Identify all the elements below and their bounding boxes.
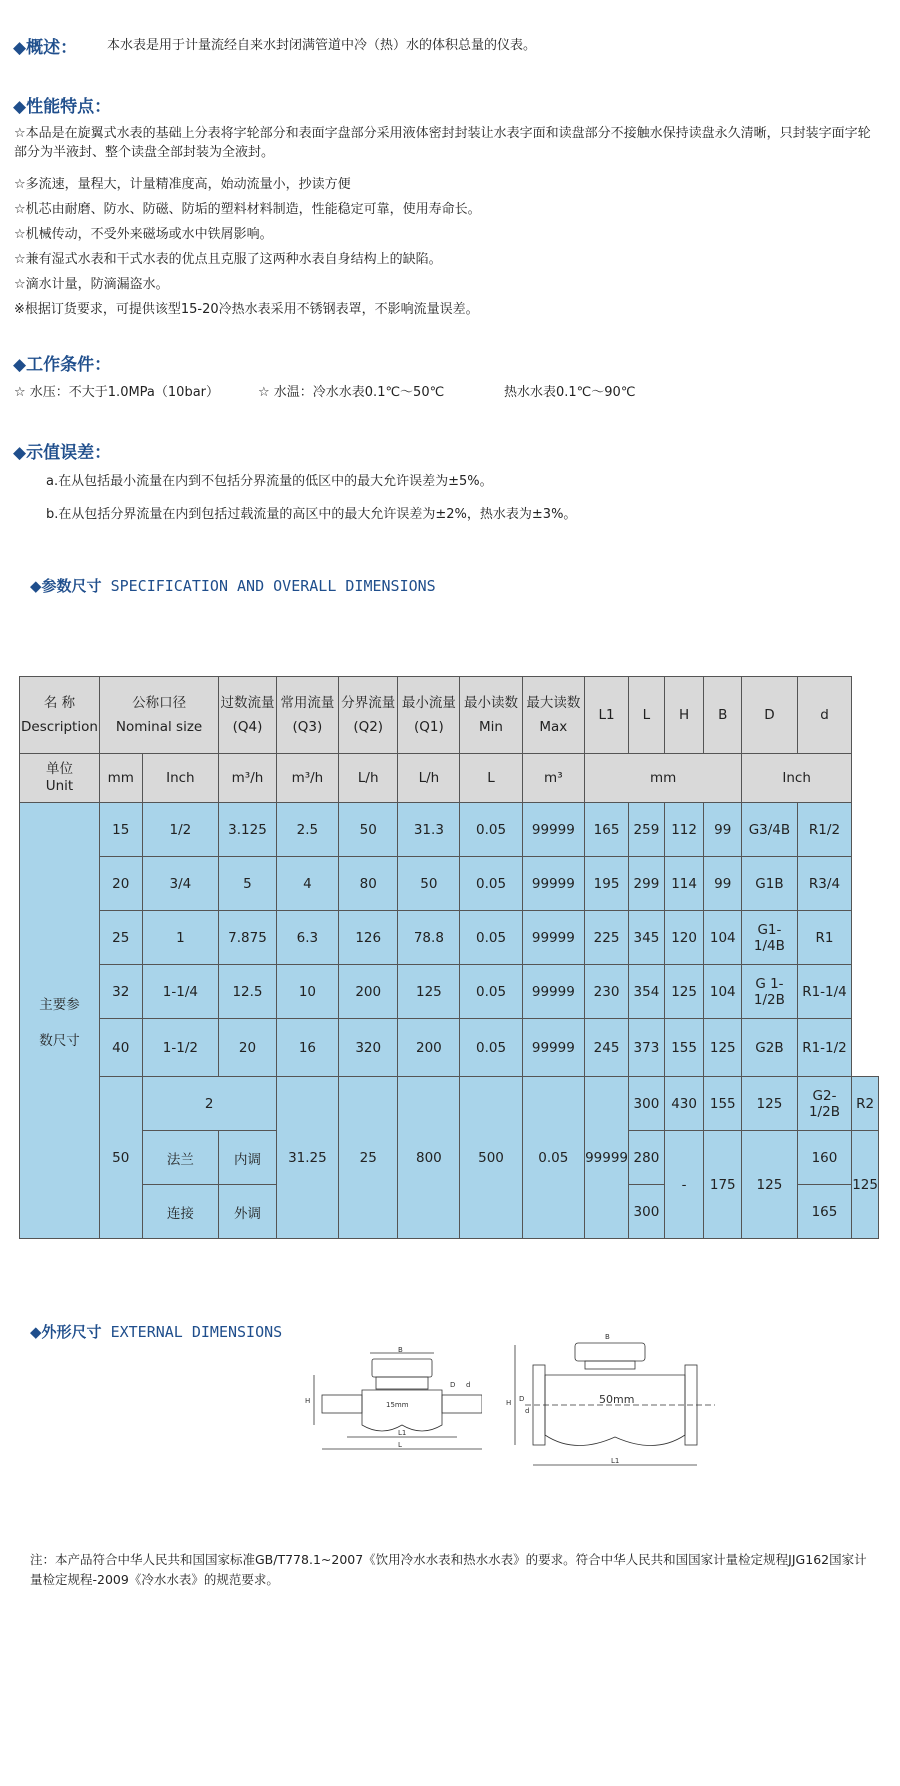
unit-q4: m³/h xyxy=(219,754,277,803)
condition-pressure: ☆ 水压：不大于1.0MPa（10bar） xyxy=(14,385,220,400)
cell: 0.05 xyxy=(460,911,522,965)
cell: 120 xyxy=(664,911,704,965)
table-row xyxy=(20,857,879,911)
cell: R1 xyxy=(797,911,851,965)
small-meter-diagram xyxy=(302,1345,482,1460)
cell: 78.8 xyxy=(398,911,460,965)
spec-title xyxy=(30,575,436,596)
header-H: H xyxy=(664,677,704,754)
header-B: B xyxy=(704,677,742,754)
header-q3: 常用流量 (Q3) xyxy=(276,677,338,754)
cell: 126 xyxy=(339,911,398,965)
unit-q1: L/h xyxy=(398,754,460,803)
cell: 125 xyxy=(704,1019,742,1077)
cell: 99999 xyxy=(522,911,584,965)
label-B: B xyxy=(605,1333,610,1341)
label-L: L xyxy=(398,1441,402,1449)
cell-50-inch: 2 xyxy=(142,1077,276,1131)
unit-q3: m³/h xyxy=(276,754,338,803)
table-header-row xyxy=(20,677,879,754)
inlet-pipe xyxy=(322,1395,362,1413)
unit-mm: mm xyxy=(99,754,142,803)
cell: 0.05 xyxy=(460,1019,522,1077)
feature-item: ☆机芯由耐磨、防水、防磁、防垢的塑料材料制造，性能稳定可靠，使用寿命长。 xyxy=(14,202,481,217)
cell: 99 xyxy=(704,857,742,911)
cell: R1-1/2 xyxy=(797,1019,851,1077)
cell: 10 xyxy=(276,965,338,1019)
cell-flange-B: 125 xyxy=(742,1131,798,1239)
cell: 99999 xyxy=(522,1019,584,1077)
size-label: 50mm xyxy=(599,1393,635,1406)
cell: 112 xyxy=(664,803,704,857)
meter-register xyxy=(585,1361,635,1369)
cell: 104 xyxy=(704,911,742,965)
cell: G1B xyxy=(742,857,798,911)
cell-flange-H: 175 xyxy=(704,1131,742,1239)
spec-title-en: SPECIFICATION AND OVERALL DIMENSIONS xyxy=(110,577,436,595)
header-d: d xyxy=(797,677,851,754)
cell: 15 xyxy=(99,803,142,857)
header-D: D xyxy=(742,677,798,754)
cell: 259 xyxy=(629,803,665,857)
header-name: 名 称 Description xyxy=(20,677,100,754)
cell-flange-L1-a: 280 xyxy=(629,1131,665,1185)
cell-50-L: 430 xyxy=(664,1077,704,1131)
cell: 3.125 xyxy=(219,803,277,857)
cell: R1-1/4 xyxy=(797,965,851,1019)
cell: 99999 xyxy=(522,857,584,911)
unit-min: L xyxy=(460,754,522,803)
header-q4: 过数流量 (Q4) xyxy=(219,677,277,754)
cell-50-q3: 25 xyxy=(339,1077,398,1239)
cell: 99 xyxy=(704,803,742,857)
header-q2: 分界流量 (Q2) xyxy=(339,677,398,754)
feature-item: ☆多流速，量程大，计量精准度高，始动流量小，抄读方便 xyxy=(14,177,351,192)
error-b: b.在从包括分界流量在内到包括过载流量的高区中的最大允许误差为±2%，热水表为±3%。 xyxy=(46,507,577,522)
large-meter-diagram xyxy=(505,1325,725,1475)
cell-flange-2: 连接 xyxy=(142,1185,219,1239)
cell: 20 xyxy=(219,1019,277,1077)
unit-thread: Inch xyxy=(742,754,852,803)
cell: 245 xyxy=(585,1019,629,1077)
cell-50-D: G2-1/2B xyxy=(797,1077,851,1131)
cell: 7.875 xyxy=(219,911,277,965)
cell: G1-1/4B xyxy=(742,911,798,965)
cell: G2B xyxy=(742,1019,798,1077)
header-L: L xyxy=(629,677,665,754)
label-d: d xyxy=(525,1407,530,1415)
cell-50-size: 50 xyxy=(99,1077,142,1239)
cell: 320 xyxy=(339,1019,398,1077)
table-row xyxy=(20,965,879,1019)
label-H: H xyxy=(305,1397,311,1405)
cell-flange-D-a: 160 xyxy=(797,1131,851,1185)
cell: 4 xyxy=(276,857,338,911)
cell: 31.3 xyxy=(398,803,460,857)
error-a: a.在从包括最小流量在内到不包括分界流量的低区中的最大允许误差为±5%。 xyxy=(46,474,493,489)
label-L1: L1 xyxy=(398,1429,407,1437)
spec-title-cn: ◆参数尺寸 xyxy=(30,577,102,595)
cell: G 1-1/2B xyxy=(742,965,798,1019)
cell: R3/4 xyxy=(797,857,851,911)
cell-flange-d: 125 xyxy=(852,1131,879,1239)
cell-flange-1: 法兰 xyxy=(142,1131,219,1185)
cell-flange-L1-b: 300 xyxy=(629,1185,665,1239)
label-L1: L1 xyxy=(611,1457,620,1465)
cell-50-min: 0.05 xyxy=(522,1077,584,1239)
cell-50-B: 125 xyxy=(742,1077,798,1131)
overview-title: ◆概述： xyxy=(13,38,78,58)
cell: 104 xyxy=(704,965,742,1019)
cell: 40 xyxy=(99,1019,142,1077)
cell: 32 xyxy=(99,965,142,1019)
header-max: 最大读数 Max xyxy=(522,677,584,754)
cell-50-max: 99999 xyxy=(585,1077,629,1239)
error-title: ◆示值误差： xyxy=(13,443,112,463)
footnote: 注：本产品符合中华人民共和国国家标准GB/T778.1~2007《饮用冷水水表和热水水表》的要求。符合中华人民共和国国家计量检定规程JJG162国家计量检定规程-2009《冷水水表》的规范要求。 xyxy=(30,1552,867,1587)
cell: 99999 xyxy=(522,803,584,857)
cell: 125 xyxy=(664,965,704,1019)
cell: 225 xyxy=(585,911,629,965)
row-label: 主要参 数尺寸 xyxy=(20,803,100,1239)
cell-outer: 外调 xyxy=(219,1185,277,1239)
external-title xyxy=(30,1321,282,1342)
cell-50-q4: 31.25 xyxy=(276,1077,338,1239)
table-unit-row xyxy=(20,754,879,803)
cell: 1-1/4 xyxy=(142,965,219,1019)
cell: G3/4B xyxy=(742,803,798,857)
conditions-title: ◆工作条件： xyxy=(13,355,112,375)
meter-register xyxy=(376,1377,428,1389)
features-title: ◆性能特点： xyxy=(13,97,112,117)
cell-flange-D-b: 165 xyxy=(797,1185,851,1239)
cell: 373 xyxy=(629,1019,665,1077)
cell: 114 xyxy=(664,857,704,911)
label-D: D xyxy=(519,1395,525,1403)
meter-cap xyxy=(372,1359,432,1377)
overview-text: 本水表是用于计量流经自来水封闭满管道中冷（热）水的体积总量的仪表。 xyxy=(107,38,537,53)
cell: 1/2 xyxy=(142,803,219,857)
table-row-50-thread xyxy=(20,1077,879,1131)
external-title-cn: ◆外形尺寸 xyxy=(30,1323,102,1341)
cell: 0.05 xyxy=(460,965,522,1019)
cell: 155 xyxy=(664,1019,704,1077)
cell-50-d: R2 xyxy=(852,1077,879,1131)
label-H: H xyxy=(506,1399,512,1407)
unit-dims: mm xyxy=(585,754,742,803)
unit-label: 单位 Unit xyxy=(20,754,100,803)
cell: 0.05 xyxy=(460,857,522,911)
cell: 0.05 xyxy=(460,803,522,857)
cell: 195 xyxy=(585,857,629,911)
condition-temperature: ☆ 水温：冷水水表0.1℃～50℃ xyxy=(258,385,445,400)
cell: 2.5 xyxy=(276,803,338,857)
cell: 20 xyxy=(99,857,142,911)
outlet-pipe xyxy=(442,1395,482,1413)
cell: 3/4 xyxy=(142,857,219,911)
cell: 99999 xyxy=(522,965,584,1019)
cell-50-H: 155 xyxy=(704,1077,742,1131)
cell: 299 xyxy=(629,857,665,911)
table-row xyxy=(20,1019,879,1077)
table-row xyxy=(20,911,879,965)
cell: 80 xyxy=(339,857,398,911)
unit-q2: L/h xyxy=(339,754,398,803)
cell: 50 xyxy=(339,803,398,857)
cell: 230 xyxy=(585,965,629,1019)
cell: 16 xyxy=(276,1019,338,1077)
cell-50-q1: 500 xyxy=(460,1077,522,1239)
cell-50-L1: 300 xyxy=(629,1077,665,1131)
header-nominal: 公称口径 Nominal size xyxy=(99,677,218,754)
label-d: d xyxy=(466,1381,471,1389)
feature-item: ☆兼有湿式水表和干式水表的优点且克服了这两种水表自身结构上的缺陷。 xyxy=(14,252,442,267)
cell: 165 xyxy=(585,803,629,857)
cell: 345 xyxy=(629,911,665,965)
meter-cap xyxy=(575,1343,645,1361)
cell: 12.5 xyxy=(219,965,277,1019)
cell: R1/2 xyxy=(797,803,851,857)
feature-item: ☆本品是在旋翼式水表的基础上分表将字轮部分和表面字盘部分采用液体密封封装让水表字面和读盘部分不接触水保持读盘永久清晰，只封装字面字轮部分为半液封、整个读盘全部封装为全液封。 xyxy=(14,126,871,160)
label-B: B xyxy=(398,1346,403,1354)
table-row xyxy=(20,803,879,857)
spec-table xyxy=(19,676,879,1239)
cell: 1 xyxy=(142,911,219,965)
label-D: D xyxy=(450,1381,456,1389)
cell: 25 xyxy=(99,911,142,965)
cell: 6.3 xyxy=(276,911,338,965)
cell: 1-1/2 xyxy=(142,1019,219,1077)
cell-50-q2: 800 xyxy=(398,1077,460,1239)
header-min: 最小读数 Min xyxy=(460,677,522,754)
header-L1: L1 xyxy=(585,677,629,754)
cell: 200 xyxy=(398,1019,460,1077)
feature-item: ☆滴水计量，防滴漏盗水。 xyxy=(14,277,169,292)
size-label: 15mm xyxy=(386,1401,409,1409)
meter-body xyxy=(545,1375,685,1446)
cell: 50 xyxy=(398,857,460,911)
feature-item: ※根据订货要求，可提供该型15-20冷热水表采用不锈钢表罩，不影响流量误差。 xyxy=(14,302,479,317)
feature-item: ☆机械传动，不受外来磁场或水中铁屑影响。 xyxy=(14,227,273,242)
condition-hot: 热水水表0.1℃～90℃ xyxy=(504,385,636,400)
cell-inner: 内调 xyxy=(219,1131,277,1185)
meter-body xyxy=(362,1390,442,1431)
external-title-en: EXTERNAL DIMENSIONS xyxy=(110,1323,283,1341)
cell: 200 xyxy=(339,965,398,1019)
cell: 354 xyxy=(629,965,665,1019)
unit-inch: Inch xyxy=(142,754,219,803)
header-q1: 最小流量 (Q1) xyxy=(398,677,460,754)
cell-flange-L: - xyxy=(664,1131,704,1239)
cell: 5 xyxy=(219,857,277,911)
cell: 125 xyxy=(398,965,460,1019)
unit-max: m³ xyxy=(522,754,584,803)
